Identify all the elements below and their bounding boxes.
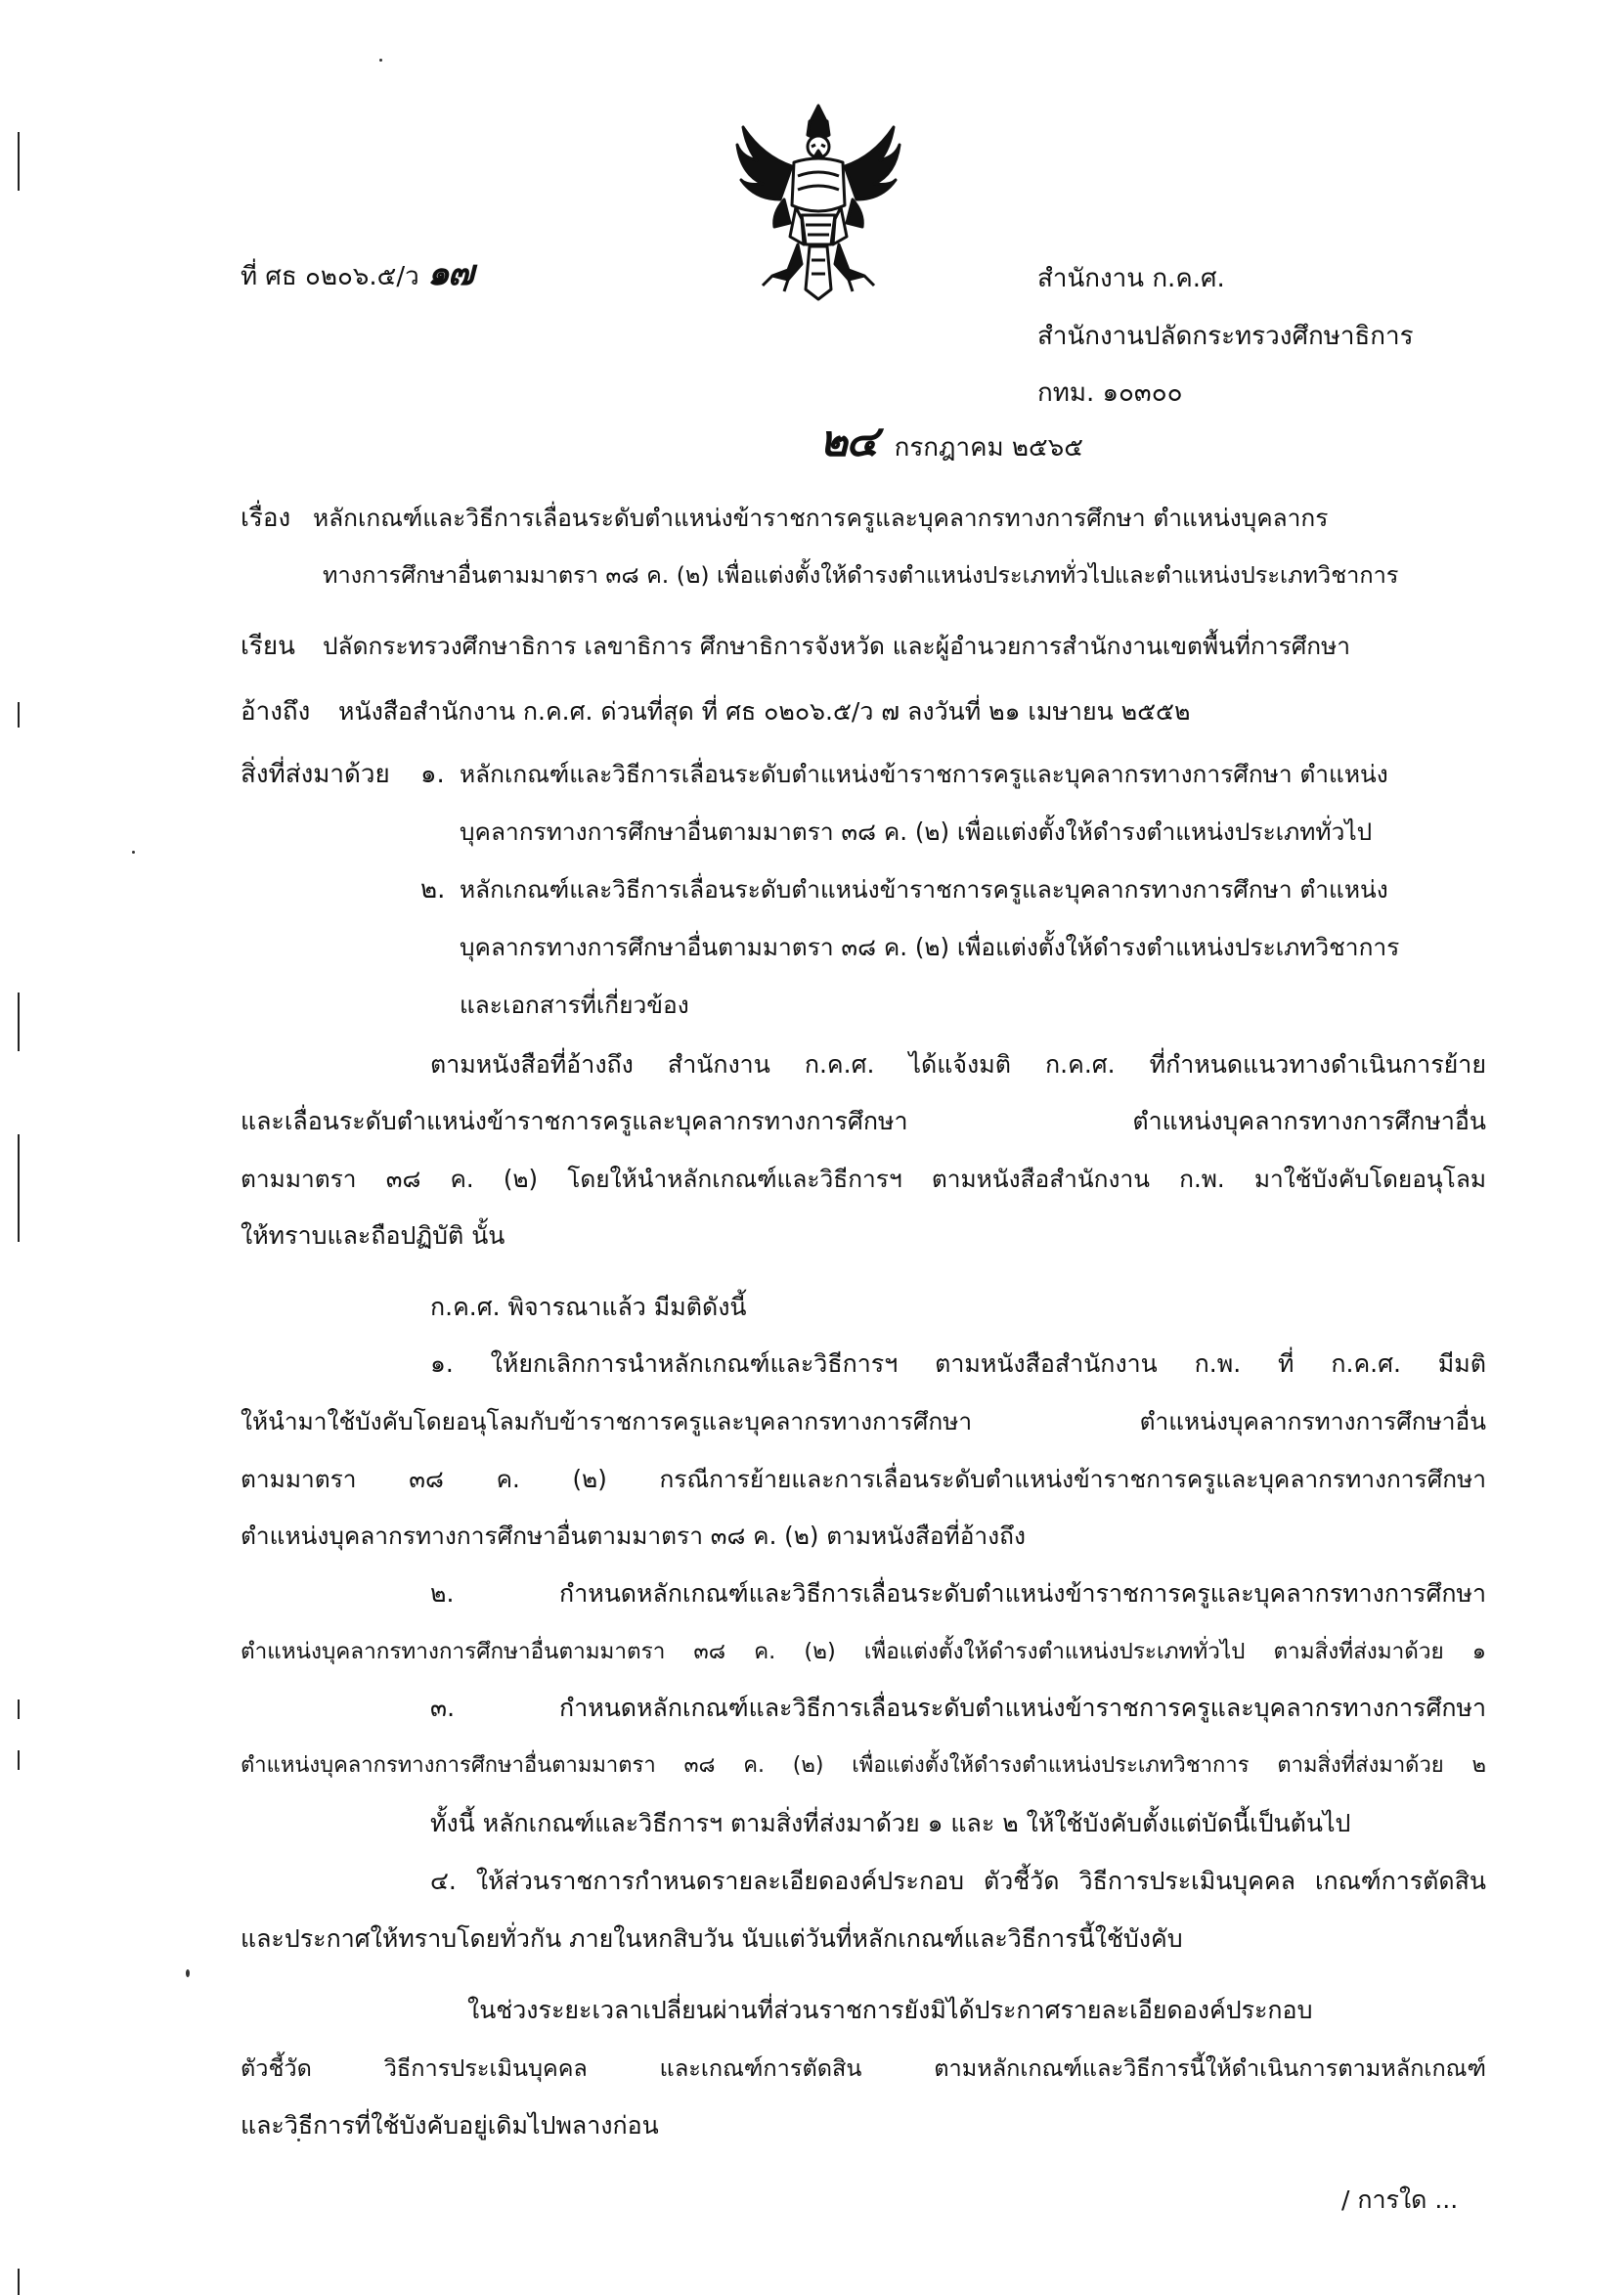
transition-line-1: ในช่วงระยะเวลาเปลี่ยนผ่านที่ส่วนราชการยังมิได้ประกาศรายละเอียดองค์ประกอบ	[467, 1996, 1313, 2024]
scan-edge-mark	[18, 132, 20, 191]
date-handwritten-day: ๒๔	[819, 417, 877, 466]
resolution-1-line-4: ตำแหน่งบุคลากรทางการศึกษาอื่นตามมาตรา ๓๘ ค. (๒) ตามหนังสือที่อ้างถึง	[241, 1522, 1026, 1550]
office-postcode: กทม. ๑๐๓๐๐	[1037, 378, 1183, 408]
scan-speck	[186, 1969, 190, 1977]
date-month-year: กรกฎาคม ๒๕๖๕	[894, 433, 1083, 463]
scan-edge-mark	[18, 1134, 20, 1242]
resolution-3-line-1: ๓. กำหนดหลักเกณฑ์และวิธีการเลื่อนระดับตำแหน่งข้าราชการครูและบุคลากรทางการศึกษา	[430, 1694, 1486, 1722]
body-para2-intro: ก.ค.ศ. พิจารณาแล้ว มีมติดังนี้	[430, 1293, 747, 1321]
resolution-1-line-1: ๑. ให้ยกเลิกการนำหลักเกณฑ์และวิธีการฯ ตามหนังสือสำนักงาน ก.พ. ที่ ก.ค.ศ. มีมติ	[430, 1349, 1486, 1378]
reference-label: อ้างถึง	[241, 697, 311, 727]
office-department: สำนักงานปลัดกระทรวงศึกษาธิการ	[1037, 322, 1414, 351]
garuda-emblem-icon	[733, 98, 904, 303]
scan-edge-mark	[18, 2269, 20, 2295]
scan-edge-mark	[18, 1750, 20, 1770]
scan-speck	[379, 59, 382, 62]
reference-text: หนังสือสำนักงาน ก.ค.ศ. ด่วนที่สุด ที่ ศธ ๐๒๐๖.๕/ว ๗ ลงวันที่ ๒๑ เมษายน ๒๕๕๒	[338, 697, 1191, 726]
scan-edge-mark	[18, 702, 20, 728]
office-name: สำนักงาน ก.ค.ศ.	[1037, 264, 1225, 293]
scan-edge-mark	[18, 1699, 20, 1719]
resolution-4-line-1: ๔. ให้ส่วนราชการกำหนดรายละเอียดองค์ประกอบ ตัวชี้วัด วิธีการประเมินบุคคล เกณฑ์การตัดสิน	[430, 1867, 1486, 1895]
enclosure-2-line-3: และเอกสารที่เกี่ยวข้อง	[460, 991, 689, 1019]
body-para1-line-2: และเลื่อนระดับตำแหน่งข้าราชการครูและบุคลากรทางการศึกษา ตำแหน่งบุคลากรทางการศึกษาอื่น	[241, 1107, 1486, 1135]
reference-handwritten-number: ๑๗	[427, 252, 472, 293]
resolution-3-line-3: ทั้งนี้ หลักเกณฑ์และวิธีการฯ ตามสิ่งที่ส่งมาด้วย ๑ และ ๒ ให้ใช้บังคับตั้งแต่บัดนี้เป็นต้นไป	[430, 1809, 1351, 1837]
enclosure-1-line-2: บุคลากรทางการศึกษาอื่นตามมาตรา ๓๘ ค. (๒) เพื่อแต่งตั้งให้ดำรงตำแหน่งประเภททั่วไป	[460, 817, 1373, 846]
enclosure-1-line-1: หลักเกณฑ์และวิธีการเลื่อนระดับตำแหน่งข้าราชการครูและบุคลากรทางการศึกษา ตำแหน่ง	[460, 760, 1388, 788]
enclosure-2-number: ๒.	[420, 875, 446, 905]
document-date	[819, 417, 1083, 466]
page-continuation: / การใด ...	[1341, 2185, 1459, 2214]
transition-line-2: ตัวชี้วัด วิธีการประเมินบุคคล และเกณฑ์การตัดสิน ตามหลักเกณฑ์และวิธีการนี้ให้ดำเนินการตามหลักเกณฑ์	[241, 2054, 1486, 2082]
resolution-4-line-2: และประกาศให้ทราบโดยทั่วกัน ภายในหกสิบวัน นับแต่วันที่หลักเกณฑ์และวิธีการนี้ใช้บังคับ	[241, 1924, 1183, 1953]
document-reference-number	[241, 252, 472, 293]
resolution-2-line-2: ตำแหน่งบุคลากรทางการศึกษาอื่นตามมาตรา ๓๘ ค. (๒) เพื่อแต่งตั้งให้ดำรงตำแหน่งประเภททั่วไป ตามสิ่งที่ส่งมาด้วย ๑	[241, 1639, 1486, 1664]
enclosure-2-line-2: บุคลากรทางการศึกษาอื่นตามมาตรา ๓๘ ค. (๒) เพื่อแต่งตั้งให้ดำรงตำแหน่งประเภทวิชาการ	[460, 933, 1400, 961]
transition-line-3: และวิธีการที่ใช้บังคับอยู่เดิมไปพลางก่อน	[241, 2111, 659, 2140]
scan-edge-mark	[18, 993, 20, 1051]
subject-label: เรื่อง	[241, 504, 291, 533]
resolution-1-line-3: ตามมาตรา ๓๘ ค. (๒) กรณีการย้ายและการเลื่อนระดับตำแหน่งข้าราชการครูและบุคลากรทางการศึกษา	[241, 1465, 1486, 1493]
body-para1-line-1: ตามหนังสือที่อ้างถึง สำนักงาน ก.ค.ศ. ได้แจ้งมติ ก.ค.ศ. ที่กำหนดแนวทางดำเนินการย้าย	[430, 1050, 1486, 1079]
enclosure-1-number: ๑.	[420, 760, 445, 789]
resolution-1-line-2: ให้นำมาใช้บังคับโดยอนุโลมกับข้าราชการครูและบุคลากรทางการศึกษา ตำแหน่งบุคลากรทางการศึกษาอื่น	[241, 1407, 1486, 1435]
to-label: เรียน	[241, 632, 295, 661]
enclosure-2-line-1: หลักเกณฑ์และวิธีการเลื่อนระดับตำแหน่งข้าราชการครูและบุคลากรทางการศึกษา ตำแหน่ง	[460, 875, 1388, 904]
body-para1-line-4: ให้ทราบและถือปฏิบัติ นั้น	[241, 1221, 505, 1250]
resolution-2-line-1: ๒. กำหนดหลักเกณฑ์และวิธีการเลื่อนระดับตำแหน่งข้าราชการครูและบุคลากรทางการศึกษา	[430, 1579, 1486, 1608]
to-recipients: ปลัดกระทรวงศึกษาธิการ เลขาธิการ ศึกษาธิการจังหวัด และผู้อำนวยการสำนักงานเขตพื้นที่การศึกษา	[323, 632, 1351, 660]
enclosures-label: สิ่งที่ส่งมาด้วย	[241, 760, 390, 789]
body-para1-line-3: ตามมาตรา ๓๘ ค. (๒) โดยให้นำหลักเกณฑ์และวิธีการฯ ตามหนังสือสำนักงาน ก.พ. มาใช้บังคับโดยอนุโลม	[241, 1165, 1486, 1193]
subject-line-2: ทางการศึกษาอื่นตามมาตรา ๓๘ ค. (๒) เพื่อแต่งตั้งให้ดำรงตำแหน่งประเภททั่วไปและตำแหน่งประเภทวิชาการ	[323, 561, 1399, 589]
scan-speck	[132, 851, 135, 854]
resolution-3-line-2: ตำแหน่งบุคลากรทางการศึกษาอื่นตามมาตรา ๓๘ ค. (๒) เพื่อแต่งตั้งให้ดำรงตำแหน่งประเภทวิชาการ ตามสิ่งที่ส่งมาด้วย ๒	[241, 1753, 1486, 1778]
reference-prefix: ที่ ศธ ๐๒๐๖.๕/ว	[241, 262, 419, 291]
subject-line-1: หลักเกณฑ์และวิธีการเลื่อนระดับตำแหน่งข้าราชการครูและบุคลากรทางการศึกษา ตำแหน่งบุคลากร	[313, 504, 1329, 532]
